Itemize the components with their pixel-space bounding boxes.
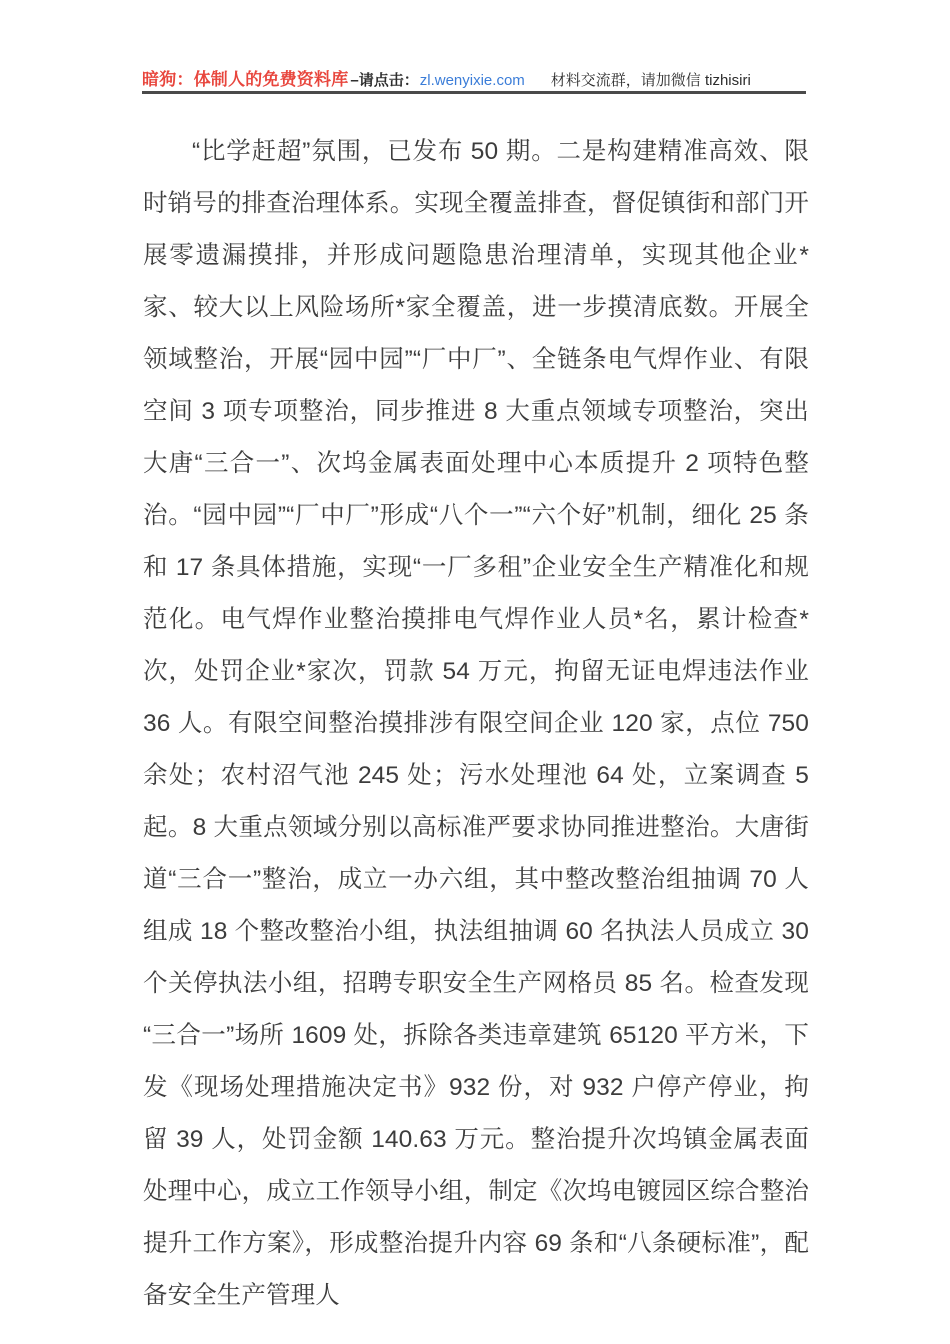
document-body (143, 126, 809, 1322)
promo-banner (142, 62, 806, 94)
banner-brand-text: 暗狗：体制人的免费资料库 (142, 70, 349, 89)
banner-click-prompt: –请点击： (350, 72, 419, 89)
body-paragraph: “比学赶超”氛围，已发布 50 期。二是构建精准高效、限时销号的排查治理体系。实现全覆盖排查，督促镇街和部门开展零遗漏摸排，并形成问题隐患治理清单，实现其他企业*家、较大以上风险场所*家全覆盖，进一步摸清底数。开展全领域整治，开展“园中园”“厂中厂”、全链条电气焊作业、有限空间 3 项专项整治，同步推进 8 大重点领域专项整治，突出大唐“三合一”、次坞金属表面处理中心本质提升 2 项特色整治。“园中园”“厂中厂”形成“八个一”“六个好”机制，细化 25 条和 17 条具体措施，实现“一厂多租”企业安全生产精准化和规范化。电气焊作业整治摸排电气焊作业人员*名，累计检查*次，处罚企业*家次，罚款 54 万元，拘留无证电焊违法作业 36 人。有限空间整治摸排涉有限空间企业 120 家，点位 750 余处；农村沼气池 245 处；污水处理池 64 处，立案调查 5 起。8 大重点领域分别以高标准严要求协同推进整治。大唐街道“三合一”整治，成立一办六组，其中整改整治组抽调 70 人组成 18 个整改整治小组，执法组抽调 60 名执法人员成立 30 个关停执法小组，招聘专职安全生产网格员 85 名。检查发现“三合一”场所 1609 处，拆除各类违章建筑 65120 平方米，下发《现场处理措施决定书》932 份，对 932 户停产停业，拘留 39 人，处罚金额 140.63 万元。整治提升次坞镇金属表面处理中心，成立工作领导小组，制定《次坞电镀园区综合整治提升工作方案》，形成整治提升内容 69 条和“八条硬标准”，配备安全生产管理人 (143, 138, 809, 1309)
banner-website-link[interactable]: zl.wenyixie.com (419, 72, 525, 89)
banner-contact-text: 材料交流群，请加微信 tizhisiri (550, 72, 751, 89)
